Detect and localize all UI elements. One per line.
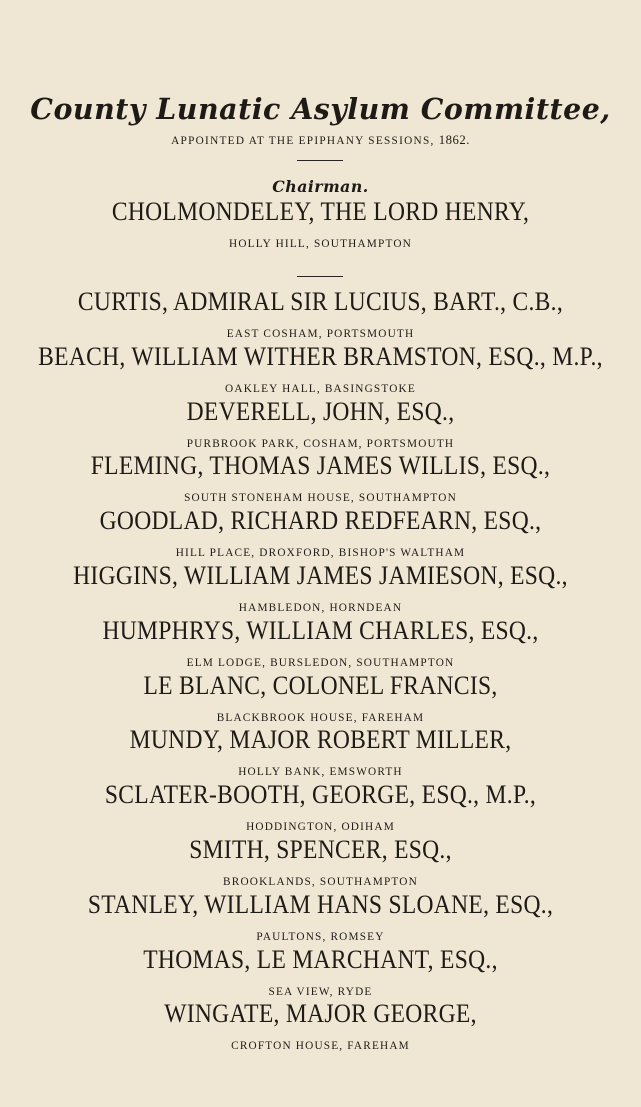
chairman-address: HOLLY HILL, SOUTHAMPTON xyxy=(229,238,412,250)
member-name: HIGGINS, WILLIAM JAMES JAMIESON, ESQ., xyxy=(73,562,568,591)
member-address: EAST COSHAM, PORTSMOUTH xyxy=(226,328,415,340)
member-name: DEVERELL, JOHN, ESQ., xyxy=(186,397,455,427)
member-address: HILL PLACE, DROXFORD, BISHOP'S WALTHAM xyxy=(175,547,466,560)
member-name: THOMAS, LE MARCHANT, ESQ., xyxy=(143,945,498,975)
member-name: CURTIS, ADMIRAL SIR LUCIUS, BART., C.B., xyxy=(77,288,564,317)
page-title: County Lunatic Asylum Committee, xyxy=(30,92,611,126)
member-address: SOUTH STONEHAM HOUSE, SOUTHAMPTON xyxy=(184,492,457,505)
member-address: HODDINGTON, ODIHAM xyxy=(246,821,395,834)
member-address: PURBROOK PARK, COSHAM, PORTSMOUTH xyxy=(186,437,455,450)
member-name: BEACH, WILLIAM WITHER BRAMSTON, ESQ., M.P., xyxy=(38,342,603,372)
divider-rule xyxy=(297,276,343,277)
appointed-line xyxy=(6,132,635,148)
member-name: SCLATER-BOOTH, GEORGE, ESQ., M.P., xyxy=(104,781,537,810)
divider-rule xyxy=(297,160,343,161)
member-name: HUMPHRYS, WILLIAM CHARLES, ESQ., xyxy=(102,616,539,646)
member-name: LE BLANC, COLONEL FRANCIS, xyxy=(143,671,498,701)
member-address: CROFTON HOUSE, FAREHAM xyxy=(231,1040,410,1053)
member-address: BROOKLANDS, SOUTHAMPTON xyxy=(223,876,418,888)
member-address: HOLLY BANK, EMSWORTH xyxy=(238,766,403,779)
member-name: WINGATE, MAJOR GEORGE, xyxy=(164,1000,477,1029)
chairman-name: CHOLMONDELEY, THE LORD HENRY, xyxy=(111,198,530,227)
member-address: HAMBLEDON, HORNDEAN xyxy=(238,602,403,614)
member-name: GOODLAD, RICHARD REDFEARN, ESQ., xyxy=(99,507,542,536)
member-address: ELM LODGE, BURSLEDON, SOUTHAMPTON xyxy=(186,656,455,669)
appointed-text: APPOINTED AT THE EPIPHANY SESSIONS, xyxy=(171,135,435,147)
member-name: FLEMING, THOMAS JAMES WILLIS, ESQ., xyxy=(90,452,551,481)
member-name: SMITH, SPENCER, ESQ., xyxy=(189,836,452,865)
member-address: SEA VIEW, RYDE xyxy=(268,985,373,998)
member-address: BLACKBROOK HOUSE, FAREHAM xyxy=(216,711,425,724)
member-name: STANLEY, WILLIAM HANS SLOANE, ESQ., xyxy=(87,890,554,920)
chairman-label: Chairman. xyxy=(272,177,369,196)
member-name: MUNDY, MAJOR ROBERT MILLER, xyxy=(129,726,512,755)
appointed-year: 1862. xyxy=(438,132,470,147)
member-address: OAKLEY HALL, BASINGSTOKE xyxy=(225,382,416,395)
member-address: PAULTONS, ROMSEY xyxy=(256,930,385,943)
